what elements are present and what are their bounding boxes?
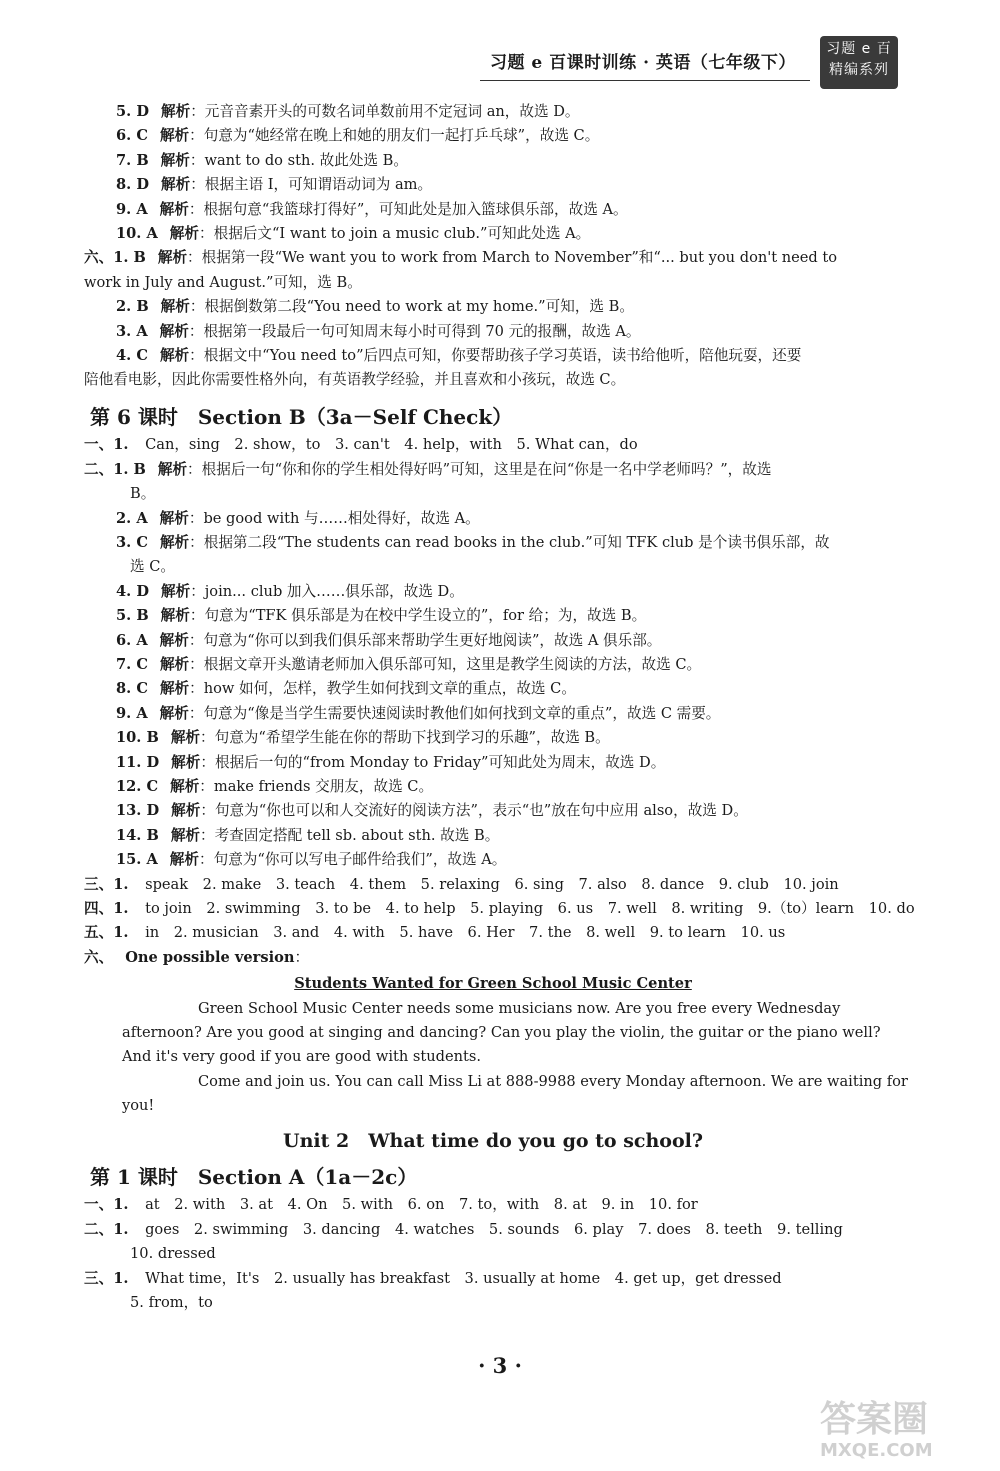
- answer-line: [78, 482, 908, 506]
- analysis-label: 解析: [157, 249, 188, 267]
- answer-line: [78, 433, 908, 457]
- question-number: 12. C: [116, 777, 159, 795]
- book-title: 习题 e 百课时训练 · 英语（七年级下）: [490, 53, 796, 73]
- answer-line: [78, 507, 908, 531]
- answer-text: ：句意为“她经常在晚上和她的朋友们一起打乒乓球”，故选 C。: [189, 127, 600, 145]
- answer-line: [78, 198, 908, 222]
- answer-line: [78, 653, 908, 677]
- question-number: 一、1.: [84, 1196, 129, 1214]
- question-number: 13. D: [116, 802, 160, 820]
- header-rule: [480, 80, 810, 81]
- question-number: 14. B: [116, 826, 159, 844]
- question-number: 8. C: [116, 680, 148, 698]
- question-number: 5. B: [116, 607, 149, 625]
- answer-text: 10. dressed: [130, 1245, 216, 1263]
- answer-line: [78, 921, 908, 945]
- answer-line: [78, 799, 908, 823]
- answer-text: ：句意为“像是当学生需要快速阅读时教他们如何找到文章的重点”，故选 C 需要。: [188, 704, 721, 722]
- answer-line: [78, 702, 908, 726]
- lesson-6-heading: 第 6 课时 Section B（3a－Self Check）: [90, 404, 513, 429]
- answer-text: ：根据文章开头邀请老师加入俱乐部可知，这里是教学生阅读的方法，故选 C。: [189, 655, 702, 673]
- answer-text: 陪他看电影，因此你需要性格外向，有英语教学经验，并且喜欢和小孩玩，故选 C。: [84, 371, 626, 389]
- answer-content: [78, 100, 915, 1316]
- answer-text: ：根据后一句的“from Monday to Friday”可知此处为周末，故选 D。: [200, 753, 666, 771]
- essay-title: Students Wanted for Green School Music Center: [294, 975, 692, 993]
- answer-line: [78, 149, 908, 173]
- badge-line-2: 精编系列: [829, 62, 889, 78]
- answer-text: ：考查固定搭配 tell sb. about sth. 故选 B。: [200, 826, 500, 844]
- answer-text: ：句意为“希望学生能在你的帮助下找到学习的乐趣”，故选 B。: [200, 729, 610, 747]
- answer-line: [78, 1291, 908, 1315]
- unit-2-lesson-1-heading: 第 1 课时 Section A（1a－2c）: [90, 1165, 418, 1190]
- question-number: 8. D: [116, 176, 149, 194]
- answer-line: [78, 848, 908, 872]
- watermark-text: 答案圈: [820, 1399, 929, 1440]
- question-number: 四、1.: [84, 900, 129, 917]
- answer-line: [78, 531, 908, 555]
- answer-text: ：be good with 与……相处得好，故选 A。: [188, 509, 480, 527]
- question-number: 7. B: [116, 151, 149, 169]
- answer-text: 5. from，to: [130, 1294, 213, 1312]
- question-number: 2. A: [116, 509, 148, 527]
- analysis-label: 解析: [169, 225, 199, 243]
- answer-text: ：根据第一段“We want you to work from March to November”和“... but you don't need to: [187, 249, 838, 267]
- question-number: 10. A: [116, 225, 158, 243]
- answer-line: [78, 751, 908, 775]
- question-number: 二、1.: [84, 1220, 129, 1238]
- unit-2-heading: Unit 2 What time do you go to school?: [283, 1129, 703, 1152]
- answer-text: ：根据倒数第二段“You need to work at my home.”可知，选 B。: [189, 298, 634, 316]
- answer-text: 选 C。: [130, 558, 175, 576]
- answer-text: ：根据第一段最后一句可知周末每小时可得到 70 元的报酬，故选 A。: [188, 322, 641, 340]
- analysis-label: 解析: [169, 851, 199, 869]
- question-number: 五、1.: [84, 924, 129, 942]
- answer-text: ：make friends 交朋友，故选 C。: [199, 777, 434, 795]
- question-number: 3. C: [116, 533, 148, 551]
- answer-line: [78, 555, 908, 579]
- answer-line: [78, 726, 908, 750]
- question-number: 一、1.: [84, 436, 129, 454]
- answer-line: [78, 1242, 908, 1266]
- answer-line: [78, 246, 908, 270]
- analysis-label: One possible version: [125, 948, 295, 966]
- analysis-label: 解析: [160, 582, 191, 600]
- answer-text: ：根据主语 I，可知谓语动词为 am。: [190, 176, 433, 194]
- answer-text: ：句意为“你可以到我们俱乐部来帮助学生更好地阅读”，故选 A 俱乐部。: [188, 631, 662, 649]
- question-number: 11. D: [116, 753, 160, 771]
- question-number: 5. D: [116, 103, 149, 120]
- question-number: 二、1. B: [84, 460, 146, 478]
- question-number: 三、1.: [84, 1269, 129, 1287]
- question-number: 9. A: [116, 704, 148, 722]
- essay-paragraph-1: Green School Music Center needs some musicians now. Are you free every Wednesday afternoon? Are you good at singing and dancing? Can you play the violin, the guitar or the piano well? And it's very good if you are good with students.: [122, 999, 881, 1066]
- answer-text: ：how 如何，怎样，教学生如何找到文章的重点，故选 C。: [189, 680, 576, 698]
- answer-line: [78, 824, 908, 848]
- answer-line: [78, 677, 908, 701]
- answer-text: ：want to do sth. 故此处选 B。: [189, 151, 408, 169]
- analysis-label: 解析: [159, 533, 190, 551]
- analysis-label: 解析: [160, 607, 190, 625]
- question-number: 6. C: [116, 127, 148, 145]
- answer-text: ：根据后文“I want to join a music club.”可知此处选 A。: [199, 225, 591, 243]
- analysis-label: 解析: [170, 777, 200, 795]
- answer-line: [78, 775, 908, 799]
- question-number: 三、1.: [84, 875, 129, 893]
- essay-paragraph-2: Come and join us. You can call Miss Li at 888-9988 every Monday afternoon. We are waiting for you!: [122, 1072, 908, 1115]
- analysis-label: 解析: [170, 826, 201, 844]
- series-badge: [820, 36, 898, 89]
- question-number: 六、1. B: [84, 249, 146, 267]
- answer-line: [78, 629, 908, 653]
- analysis-label: 解析: [157, 460, 188, 478]
- answer-line: [78, 1193, 908, 1217]
- answer-text: ：根据第二段“The students can read books in the club.”可知 TFK club 是个读书俱乐部，故: [189, 533, 830, 551]
- answer-text: ：根据句意“我篮球打得好”，可知此处是加入篮球俱乐部，故选 A。: [188, 200, 628, 218]
- answer-line: [78, 320, 908, 344]
- analysis-label: 解析: [159, 347, 190, 365]
- answer-line: [78, 173, 908, 197]
- answer-line: [78, 873, 908, 897]
- answer-text: ：句意为“TFK 俱乐部是为在校中学生设立的”，for 给；为，故选 B。: [189, 607, 647, 625]
- answer-line: [78, 295, 908, 319]
- analysis-label: 解析: [159, 680, 190, 698]
- answer-text: work in July and August.”可知，选 B。: [84, 273, 362, 291]
- answer-line: [78, 271, 908, 295]
- answer-text: ：元音音素开头的可数名词单数前用不定冠词 an，故选 D。: [190, 103, 580, 120]
- answer-line: [78, 604, 908, 628]
- lesson-6-answers: [78, 433, 915, 970]
- analysis-label: 解析: [159, 655, 190, 673]
- question-number: 6. A: [116, 631, 148, 649]
- answer-text: B。: [130, 485, 156, 503]
- page-number: · 3 ·: [478, 1353, 522, 1378]
- page-header: [470, 36, 910, 106]
- answer-line: [78, 1267, 908, 1291]
- answer-text: ：句意为“你也可以和人交流好的阅读方法”，表示“也”放在句中应用 also，故选 D。: [200, 802, 748, 820]
- answer-line: [78, 458, 908, 482]
- analysis-label: 解析: [160, 176, 191, 194]
- answer-line: [78, 580, 908, 604]
- answer-text: to join 2. swimming 3. to be 4. to help 5. playing 6. us 7. well 8. writing 9.（to）learn 10. do: [140, 900, 915, 917]
- answer-text: ：根据文中“You need to”后四点可知，你要帮助孩子学习英语，读书给他听，陪他玩耍，还要: [189, 347, 802, 365]
- analysis-label: 解析: [159, 322, 189, 340]
- question-number: 六、: [84, 948, 114, 966]
- analysis-label: 解析: [170, 729, 201, 747]
- answer-line: [78, 100, 908, 124]
- question-number: 7. C: [116, 655, 148, 673]
- question-number: 15. A: [116, 851, 158, 869]
- question-number: 9. A: [116, 200, 148, 218]
- answer-line: [78, 1218, 908, 1242]
- answer-line: [78, 897, 915, 921]
- answer-text: at 2. with 3. at 4. On 5. with 6. on 7. to，with 8. at 9. in 10. for: [140, 1196, 698, 1214]
- analysis-label: 解析: [171, 753, 201, 771]
- analysis-label: 解析: [160, 103, 191, 120]
- analysis-label: 解析: [159, 631, 189, 649]
- answer-text: ：根据后一句“你和你的学生相处得好吗”可知，这里是在问“你是一名中学老师吗？”，故选: [187, 460, 772, 478]
- answer-text: goes 2. swimming 3. dancing 4. watches 5. sounds 6. play 7. does 8. teeth 9. telling: [140, 1220, 843, 1238]
- question-number: 3. A: [116, 322, 148, 340]
- answer-text: ：join... club 加入……俱乐部，故选 D。: [190, 582, 464, 600]
- unit-2-lesson-1-answers: [78, 1193, 908, 1315]
- answer-text: in 2. musician 3. and 4. with 5. have 6. Her 7. the 8. well 9. to learn 10. us: [140, 924, 786, 942]
- watermark-url: MXQE.COM: [820, 1440, 933, 1461]
- question-number: 4. D: [116, 582, 149, 600]
- analysis-label: 解析: [159, 200, 189, 218]
- analysis-label: 解析: [160, 298, 190, 316]
- answer-text: ：句意为“你可以写电子邮件给我们”，故选 A。: [199, 851, 507, 869]
- badge-line-1: 习题 e 百: [826, 41, 892, 57]
- answer-line: [78, 946, 908, 970]
- answer-line: [78, 344, 908, 368]
- answers-top-block: [78, 100, 908, 393]
- watermark-logo: [820, 1400, 970, 1460]
- question-number: 10. B: [116, 729, 159, 747]
- answer-text: What time，It's 2. usually has breakfast 3. usually at home 4. get up，get dressed: [140, 1269, 782, 1287]
- answer-text: speak 2. make 3. teach 4. them 5. relaxing 6. sing 7. also 8. dance 9. club 10. join: [140, 875, 839, 893]
- analysis-label: 解析: [171, 802, 201, 820]
- question-number: 4. C: [116, 347, 148, 365]
- answer-text: ：: [294, 948, 310, 966]
- answer-text: Can，sing 2. show，to 3. can't 4. help，with 5. What can，do: [140, 436, 638, 454]
- answer-line: [78, 222, 908, 246]
- analysis-label: 解析: [160, 151, 190, 169]
- answer-line: [78, 124, 908, 148]
- analysis-label: 解析: [159, 127, 190, 145]
- analysis-label: 解析: [159, 509, 189, 527]
- question-number: 2. B: [116, 298, 149, 316]
- answer-line: [78, 368, 908, 392]
- analysis-label: 解析: [159, 704, 189, 722]
